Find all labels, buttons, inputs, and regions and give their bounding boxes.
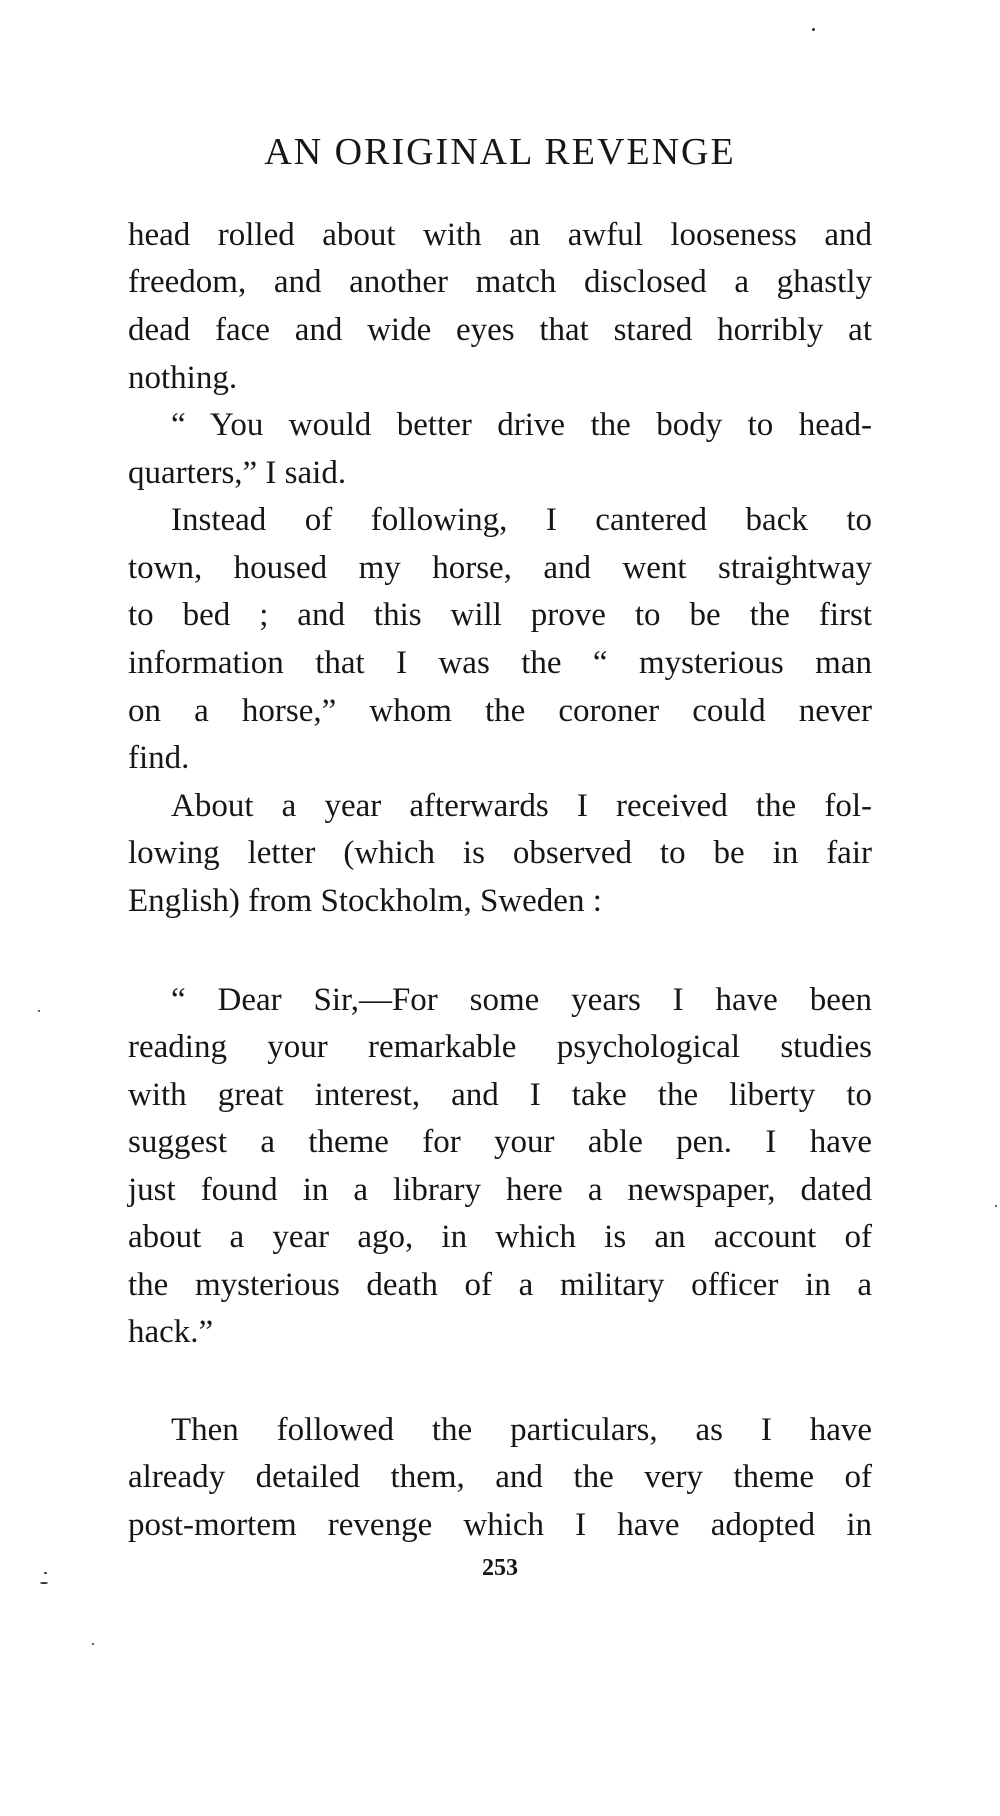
text-line: to bed ; and this will prove to be the first [128,597,872,633]
print-speck [44,1572,47,1574]
text-line: about a year ago, in which is an account of [128,1219,872,1255]
text-line: the mysterious death of a military officer in a [128,1267,872,1303]
text-line: English) from Stockholm, Sweden : [128,883,602,919]
print-speck [812,28,815,31]
text-line: lowing letter (which is observed to be in fair [128,835,872,871]
text-line: head rolled about with an awful looseness and [128,217,872,253]
text-line: information that I was the “ mysterious man [128,645,872,681]
text-line: town, housed my horse, and went straightway [128,550,872,586]
text-line: hack.” [128,1314,214,1350]
text-line: dead face and wide eyes that stared horribly at [128,312,872,348]
text-line: just found in a library here a newspaper, dated [128,1172,872,1208]
page-number: 253 [482,1555,518,1581]
text-line: Instead of following, I cantered back to [171,502,872,538]
text-line: on a horse,” whom the coroner could never [128,693,872,729]
text-line: “ Dear Sir,—For some years I have been [171,982,872,1018]
text-line: quarters,” I said. [128,455,347,491]
text-line: suggest a theme for your able pen. I have [128,1124,872,1160]
print-speck [995,1205,997,1207]
text-line: post-mortem revenge which I have adopted in [128,1507,872,1543]
running-head: AN ORIGINAL REVENGE [264,131,736,173]
text-line: freedom, and another match disclosed a ghastly [128,264,872,300]
text-line: Then followed the particulars, as I have [171,1412,872,1448]
text-line: nothing. [128,360,238,396]
text-line: with great interest, and I take the liberty to [128,1077,872,1113]
text-line: already detailed them, and the very theme of [128,1459,872,1495]
text-line: About a year afterwards I received the fol- [171,788,872,824]
text-line: reading your remarkable psychological studies [128,1029,872,1065]
text-line: “ You would better drive the body to head- [171,407,872,443]
text-line: find. [128,740,190,776]
print-speck [92,1643,94,1645]
print-speck [38,1010,40,1012]
print-speck [40,1582,48,1584]
